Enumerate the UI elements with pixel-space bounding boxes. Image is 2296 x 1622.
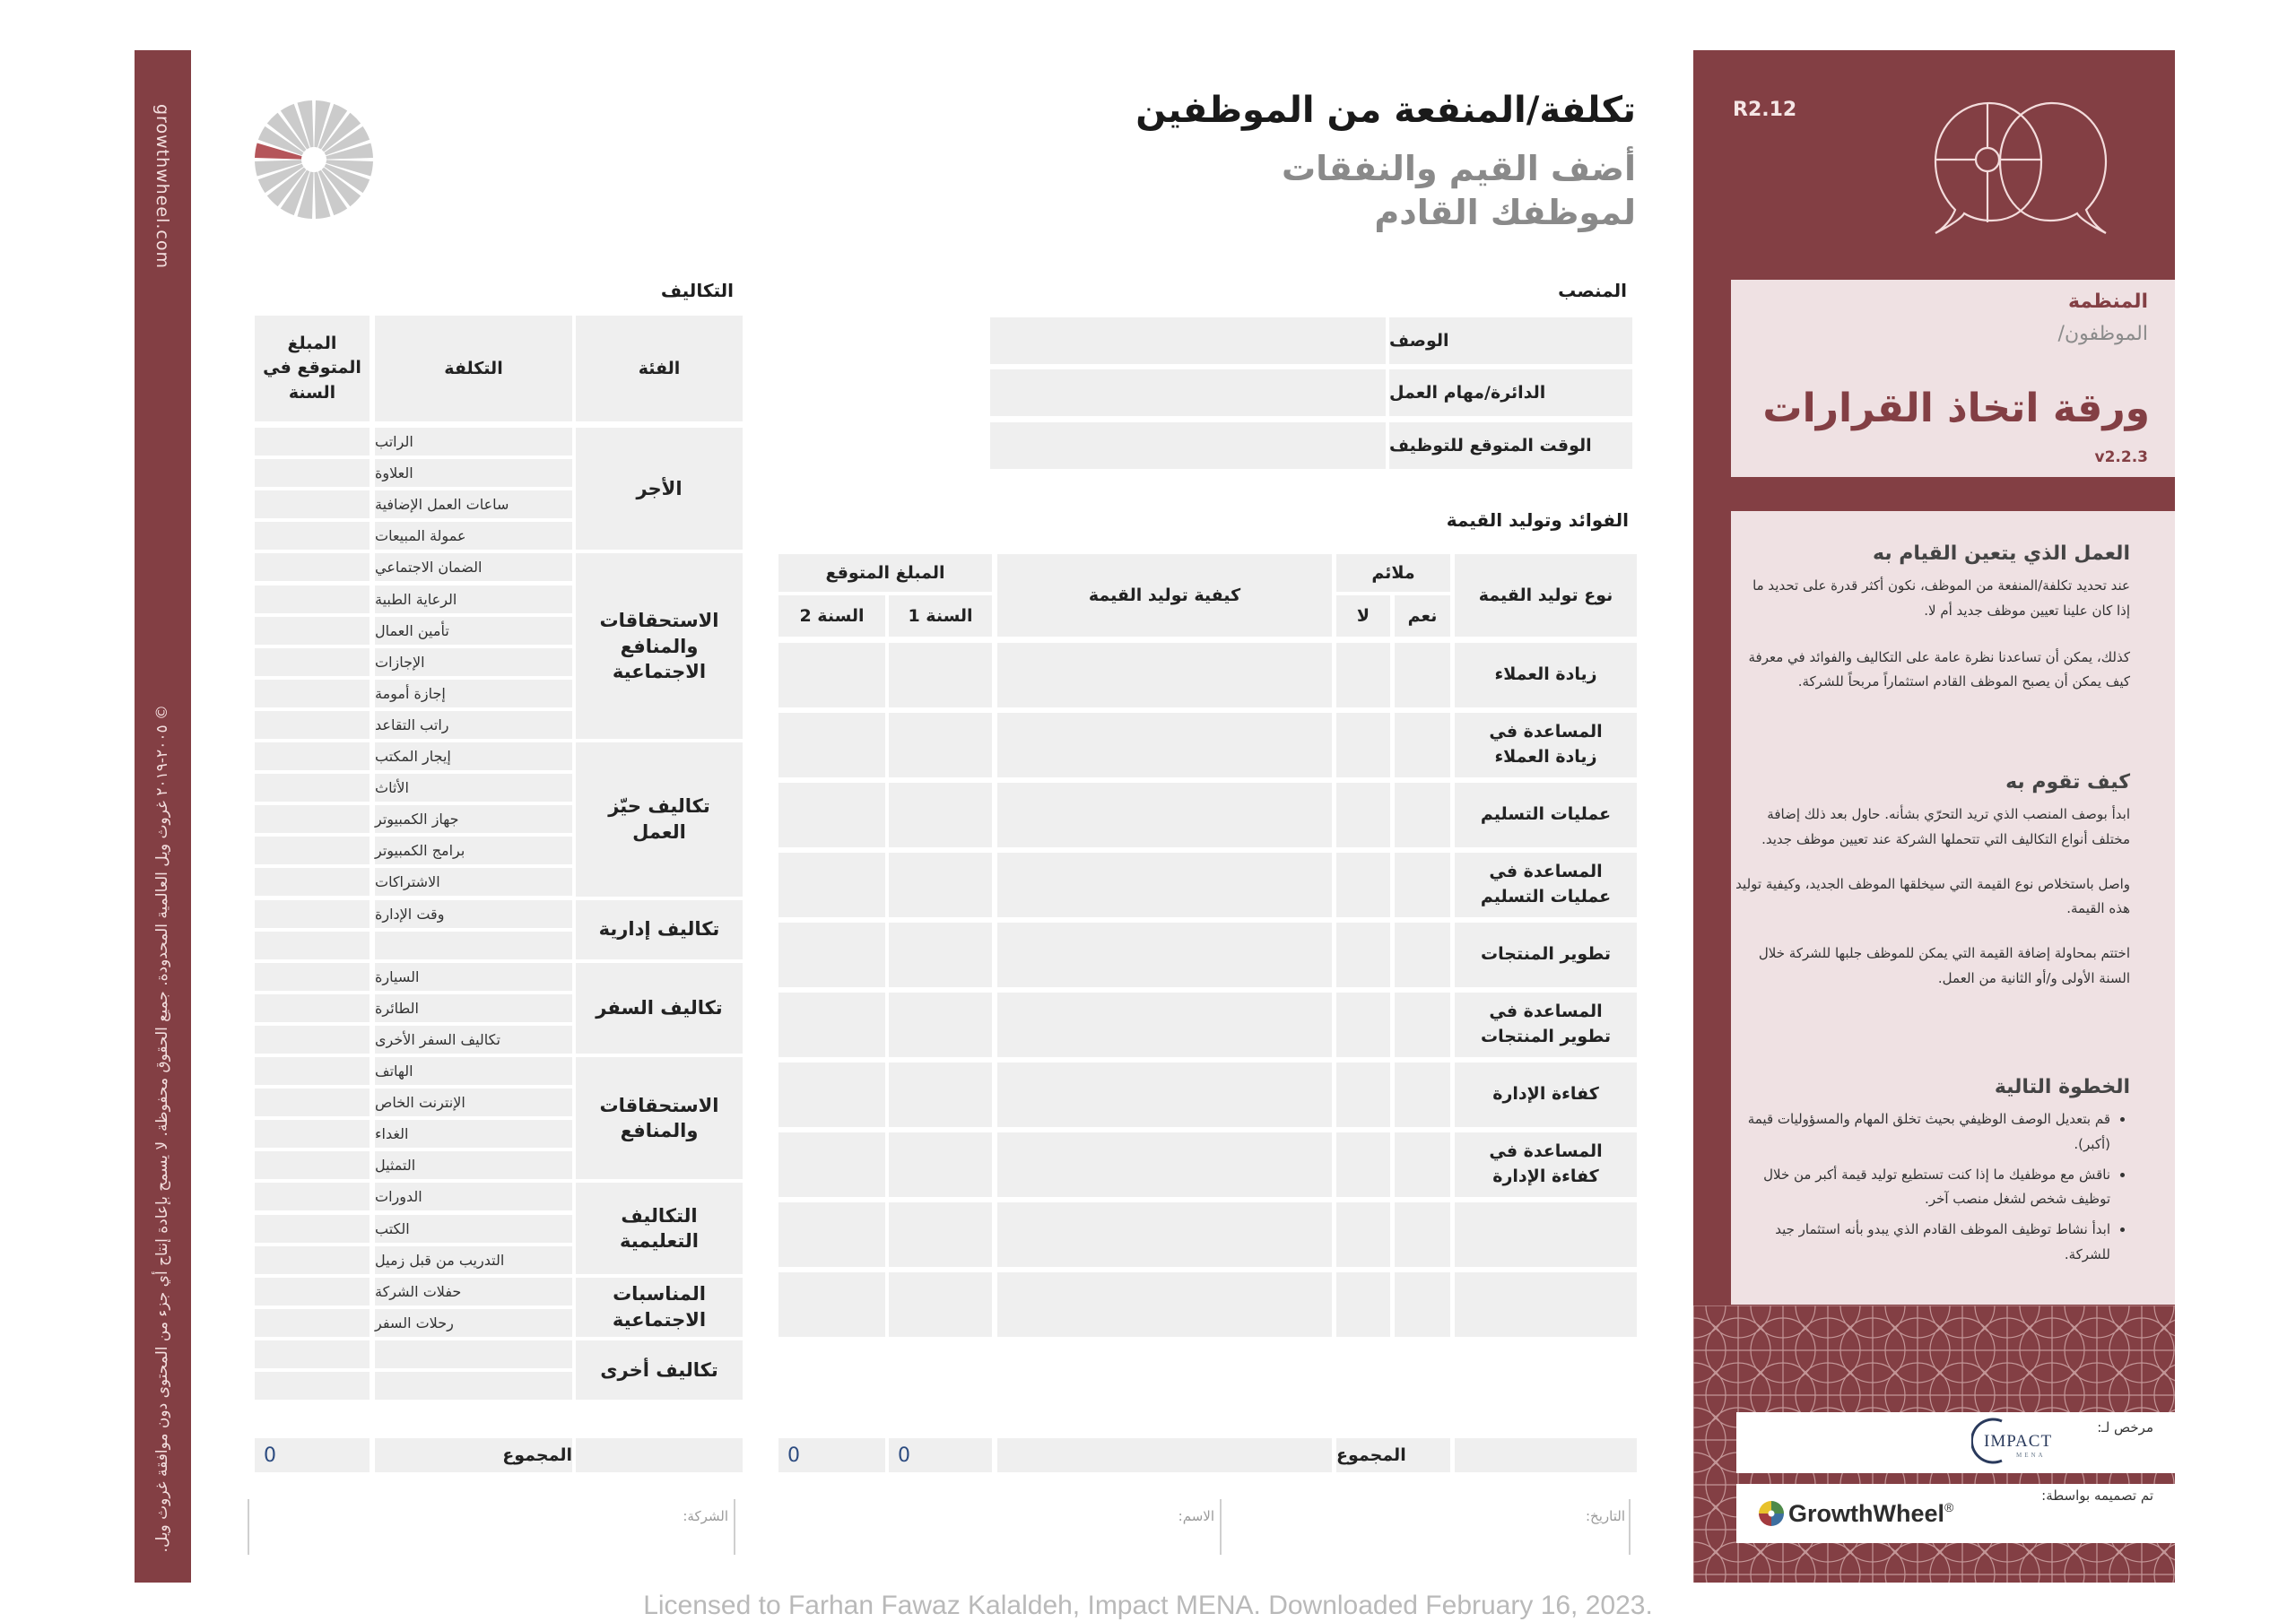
panel-category: المنظمة xyxy=(2067,291,2148,313)
next-step-list xyxy=(1735,1107,2130,1268)
header-category: الفئة xyxy=(576,316,743,421)
cost-amount-input[interactable] xyxy=(255,1372,370,1400)
cost-item-label: الدورات xyxy=(375,1183,572,1210)
cost-amount-input[interactable] xyxy=(255,742,370,770)
costs-total-blank xyxy=(576,1438,743,1472)
license-footer: Licensed to Farhan Fawaz Kalaldeh, Impact MENA. Downloaded February 16, 2023. xyxy=(643,1591,1653,1620)
cost-amount-input[interactable] xyxy=(255,711,370,739)
suitable-yes-checkbox[interactable] xyxy=(1395,1063,1450,1127)
cost-item-label xyxy=(375,1340,572,1368)
suitable-yes-checkbox[interactable] xyxy=(1395,713,1450,777)
suitable-yes-checkbox[interactable] xyxy=(1395,993,1450,1057)
cost-category: تكاليف حيّز العمل xyxy=(576,742,743,897)
cost-item-label: الضمان الاجتماعي xyxy=(375,553,572,581)
suitable-yes-checkbox[interactable] xyxy=(1395,853,1450,917)
how-value-input[interactable] xyxy=(997,643,1332,707)
value-type-label xyxy=(1455,1272,1637,1337)
cost-item-label: ساعات العمل الإضافية xyxy=(375,490,572,518)
year-1-amount-input[interactable] xyxy=(889,923,992,987)
cost-amount-input[interactable] xyxy=(255,1215,370,1243)
header-year-2: السنة 2 xyxy=(778,595,885,637)
section-paragraph: ابدأ بوصف المنصب الذي تريد التحرّي بشأنه. حاول بعد ذلك إضافة مختلف أنواع التكاليف التي تتحملها الشركة عند تعيين موظف جديد. xyxy=(1761,806,2130,847)
cost-item-label: عمولة المبيعات xyxy=(375,522,572,550)
cost-amount-input[interactable] xyxy=(255,1026,370,1054)
name-label: الاسم: xyxy=(1178,1508,1214,1524)
cost-item-label: التدريب من قبل زميل xyxy=(375,1246,572,1274)
suitable-no-checkbox[interactable] xyxy=(1336,643,1390,707)
year-2-amount-input[interactable] xyxy=(778,643,885,707)
year-2-amount-input[interactable] xyxy=(778,1132,885,1197)
header-cost: التكلفة xyxy=(375,316,572,421)
year-1-amount-input[interactable] xyxy=(889,853,992,917)
suitable-yes-checkbox[interactable] xyxy=(1395,1132,1450,1197)
section-paragraph: اختتم بمحاولة إضافة القيمة التي يمكن للموظف جلبها للشركة خلال السنة الأولى و/أو الثانية من العمل. xyxy=(1758,945,2130,986)
growthwheel-logo xyxy=(1758,1498,1953,1529)
cost-category: التكاليف التعليمية xyxy=(576,1183,743,1273)
suitable-no-checkbox[interactable] xyxy=(1336,1132,1390,1197)
dialogue-bubbles-icon xyxy=(1918,100,2110,239)
panel-subcategory: /الموظفون xyxy=(2057,323,2148,345)
cost-item-label: برامج الكمبيوتر xyxy=(375,837,572,864)
impact-mena-logo xyxy=(1971,1418,2070,1464)
cost-item-label: الطائرة xyxy=(375,994,572,1022)
next-step-item: • قم بتعديل الوصف الوظيفي بحيث تخلق المهام والمسؤوليات قيمة (أكبر). xyxy=(1735,1107,2110,1158)
suitable-no-checkbox[interactable] xyxy=(1336,993,1390,1057)
cost-amount-input[interactable] xyxy=(255,585,370,613)
costs-total-label-text: المجموع xyxy=(502,1445,572,1465)
suitable-no-checkbox[interactable] xyxy=(1336,1202,1390,1267)
cost-amount-input[interactable] xyxy=(255,617,370,645)
cost-item-label: السيارة xyxy=(375,963,572,991)
cost-amount-input[interactable] xyxy=(255,900,370,928)
position-row-input[interactable] xyxy=(990,422,1386,469)
position-row-input[interactable] xyxy=(990,317,1386,364)
year-2-amount-input[interactable] xyxy=(778,1063,885,1127)
cost-amount-input[interactable] xyxy=(255,774,370,802)
cost-amount-input[interactable] xyxy=(255,1089,370,1116)
costs-section-title: التكاليف xyxy=(660,280,734,301)
date-label: التاريخ: xyxy=(1586,1508,1625,1524)
value-type-label: كفاءة الإدارة xyxy=(1455,1063,1637,1127)
cost-amount-input[interactable] xyxy=(255,648,370,676)
position-row-label: الوصف xyxy=(1389,317,1632,364)
next-step-heading: الخطوة التالية xyxy=(1994,1076,2130,1098)
benefits-total-how-blank xyxy=(997,1438,1332,1472)
section-paragraph: كذلك، يمكن أن تساعدنا نظرة عامة على التكاليف والفوائد في معرفة كيف يمكن أن يصبح الموظف القادم استثماراً مربحاً للشركة. xyxy=(1748,648,2130,690)
how-value-input[interactable] xyxy=(997,1202,1332,1267)
suitable-yes-checkbox[interactable] xyxy=(1395,783,1450,847)
suitable-yes-checkbox[interactable] xyxy=(1395,923,1450,987)
cost-amount-input[interactable] xyxy=(255,837,370,864)
growthwheel-logo-text: GrowthWheel xyxy=(1788,1499,1944,1527)
section-paragraph: عند تحديد تكلفة/المنفعة من الموظف، نكون أكثر قدرة على تحديد ما إذا كان علينا تعيين موظف جديد أم لا. xyxy=(1752,577,2130,619)
growthwheel-logo-icon xyxy=(1758,1500,1785,1527)
cost-amount-input[interactable] xyxy=(255,680,370,707)
cost-amount-input[interactable] xyxy=(255,1340,370,1368)
cost-amount-input[interactable] xyxy=(255,1309,370,1337)
cost-item-label: حفلات الشركة xyxy=(375,1278,572,1305)
year-2-amount-input[interactable] xyxy=(778,713,885,777)
how-value-input[interactable] xyxy=(997,783,1332,847)
licensed-label: مرخص لـ: xyxy=(2097,1419,2153,1436)
licensed-to-box xyxy=(1736,1412,2175,1473)
cost-item-label: الغداء xyxy=(375,1120,572,1148)
cost-amount-input[interactable] xyxy=(255,522,370,550)
company-field[interactable] xyxy=(249,1499,732,1555)
cost-item-label: الاشتراكات xyxy=(375,868,572,896)
cost-amount-input[interactable] xyxy=(255,868,370,896)
header-value-type: نوع توليد القيمة xyxy=(1455,554,1637,637)
cost-amount-input[interactable] xyxy=(255,1151,370,1179)
cost-amount-input[interactable] xyxy=(255,459,370,487)
year-2-amount-input[interactable] xyxy=(778,993,885,1057)
cost-amount-input[interactable] xyxy=(255,1120,370,1148)
value-type-label: زيادة العملاء xyxy=(1455,643,1637,707)
cost-amount-input[interactable] xyxy=(255,428,370,455)
suitable-no-checkbox[interactable] xyxy=(1336,853,1390,917)
how-value-input[interactable] xyxy=(997,1272,1332,1337)
section-heading: كيف تقوم به xyxy=(2005,771,2130,794)
cost-amount-input[interactable] xyxy=(255,1246,370,1274)
header-yes: نعم xyxy=(1395,595,1450,637)
company-field-left-divider xyxy=(248,1499,249,1555)
suitable-yes-checkbox[interactable] xyxy=(1395,1272,1450,1337)
cost-item-label: الراتب xyxy=(375,428,572,455)
year-2-amount-input[interactable] xyxy=(778,783,885,847)
year-1-amount-input[interactable] xyxy=(889,713,992,777)
benefits-total-year-1[interactable]: 0 xyxy=(889,1438,992,1472)
costs-total-value[interactable]: 0 xyxy=(255,1438,370,1472)
year-1-amount-input[interactable] xyxy=(889,1063,992,1127)
how-value-input[interactable] xyxy=(997,1132,1332,1197)
suitable-no-checkbox[interactable] xyxy=(1336,923,1390,987)
cost-item-label: تأمين العمال xyxy=(375,617,572,645)
designed-by-box xyxy=(1736,1484,2175,1543)
header-no: لا xyxy=(1336,595,1390,637)
impact-logo-subtext: MENA xyxy=(2016,1452,2046,1459)
cost-amount-input[interactable] xyxy=(255,994,370,1022)
position-section-title: المنصب xyxy=(1558,280,1627,301)
value-type-label: المساعدة في كفاءة الإدارة xyxy=(1455,1132,1637,1197)
left-brand-strip xyxy=(135,50,191,1583)
position-row-label: الدائرة/مهام العمل xyxy=(1389,369,1632,416)
next-step-item: • ناقش مع موظفيك ما إذا كنت تستطيع توليد قيمة أكبر من خلال توظيف شخص لشغل منصب آخر. xyxy=(1735,1163,2110,1213)
header-year-1: السنة 1 xyxy=(889,595,992,637)
year-1-amount-input[interactable] xyxy=(889,1202,992,1267)
suitable-no-checkbox[interactable] xyxy=(1336,783,1390,847)
copyright-notice: © ٢٠٠٥-٢٠١٩ غروث ويل العالمية المحدودة. جميع الحقوق محفوظة. لا يسمح بإعادة إنتاج أي جزء من المحتوى دون موافقة غروث ويل. xyxy=(153,705,171,1553)
section-work-to-be-done xyxy=(1735,542,2130,695)
cost-item-label: الأثاث xyxy=(375,774,572,802)
panel-version: v2.2.3 xyxy=(2094,448,2148,466)
position-row-input[interactable] xyxy=(990,369,1386,416)
date-field[interactable] xyxy=(1223,1499,1627,1555)
value-type-label: عمليات التسليم xyxy=(1455,783,1637,847)
costs-total-label xyxy=(375,1438,572,1472)
suitable-yes-checkbox[interactable] xyxy=(1395,1202,1450,1267)
cost-category: الأجر xyxy=(576,428,743,550)
designed-label: تم تصميمه بواسطة: xyxy=(2041,1488,2153,1504)
value-type-label: المساعدة في تطوير المنتجات xyxy=(1455,993,1637,1057)
company-field-divider xyxy=(734,1499,735,1555)
cost-item-label: الإجازات xyxy=(375,648,572,676)
cost-item-label: التمثيل xyxy=(375,1151,572,1179)
impact-logo-text: IMPACT xyxy=(1984,1432,2053,1451)
benefits-total-label: المجموع xyxy=(1336,1438,1450,1472)
benefits-total-year-2[interactable]: 0 xyxy=(778,1438,885,1472)
cost-item-label: إجازة أمومة xyxy=(375,680,572,707)
benefits-total-blank xyxy=(1455,1438,1637,1472)
date-field-divider xyxy=(1629,1499,1631,1555)
cost-item-label: العلاوة xyxy=(375,459,572,487)
cost-item-label: إيجار المكتب xyxy=(375,742,572,770)
panel-title: ورقة اتخاذ القرارات xyxy=(1762,386,2150,431)
how-value-input[interactable] xyxy=(997,993,1332,1057)
suitable-yes-checkbox[interactable] xyxy=(1395,643,1450,707)
page-title: تكلفة/المنفعة من الموظفين xyxy=(1135,90,1636,131)
year-2-amount-input[interactable] xyxy=(778,1272,885,1337)
cost-item-label: وقت الإدارة xyxy=(375,900,572,928)
benefits-section-title: الفوائد وتوليد القيمة xyxy=(1446,509,1629,531)
cost-amount-input[interactable] xyxy=(255,1183,370,1210)
section-heading: العمل الذي يتعين القيام به xyxy=(1873,542,2130,565)
section-how-to-do-it xyxy=(1735,771,2130,992)
suitable-no-checkbox[interactable] xyxy=(1336,1272,1390,1337)
year-2-amount-input[interactable] xyxy=(778,853,885,917)
cost-category: المناسبات الاجتماعية xyxy=(576,1278,743,1337)
cost-category: تكاليف أخرى xyxy=(576,1340,743,1400)
year-1-amount-input[interactable] xyxy=(889,643,992,707)
cost-item-label: الرعاية الطبية xyxy=(375,585,572,613)
cost-item-label: الهاتف xyxy=(375,1057,572,1085)
cost-item-label: جهاز الكمبيوتر xyxy=(375,805,572,833)
year-1-amount-input[interactable] xyxy=(889,1132,992,1197)
registered-mark: ® xyxy=(1944,1500,1954,1514)
cost-item-label: الإنترنت الخاص xyxy=(375,1089,572,1116)
cost-category: تكاليف السفر xyxy=(576,963,743,1054)
section-paragraph: واصل باستخلاص نوع القيمة التي سيخلقها الموظف الجديد، وكيفية توليد هذه القيمة. xyxy=(1735,875,2130,917)
panel-title-box xyxy=(1731,280,2175,477)
cost-item-label: راتب التقاعد xyxy=(375,711,572,739)
company-label: الشركة: xyxy=(683,1508,728,1524)
panel-instructions xyxy=(1731,511,2175,1305)
cost-amount-input[interactable] xyxy=(255,490,370,518)
next-step-item: • ابدأ نشاط توظيف الموظف القادم الذي يبدو بأنه استثمار جيد للشركة. xyxy=(1735,1218,2110,1268)
year-1-amount-input[interactable] xyxy=(889,783,992,847)
header-expected-amount: المبلغ المتوقع xyxy=(778,554,992,592)
how-value-input[interactable] xyxy=(997,713,1332,777)
name-field[interactable] xyxy=(735,1499,1218,1555)
cost-amount-input[interactable] xyxy=(255,963,370,991)
value-type-label: تطوير المنتجات xyxy=(1455,923,1637,987)
cost-amount-input[interactable] xyxy=(255,553,370,581)
how-value-input[interactable] xyxy=(997,853,1332,917)
cost-item-label xyxy=(375,1372,572,1400)
cost-amount-input[interactable] xyxy=(255,932,370,959)
position-row-label: الوقت المتوقع للتوظيف xyxy=(1389,422,1632,469)
cost-amount-input[interactable] xyxy=(255,1057,370,1085)
year-2-amount-input[interactable] xyxy=(778,923,885,987)
website-url: growthwheel.com xyxy=(152,104,172,269)
year-1-amount-input[interactable] xyxy=(889,993,992,1057)
how-value-input[interactable] xyxy=(997,923,1332,987)
value-type-label xyxy=(1455,1202,1637,1267)
cost-item-label: الكتب xyxy=(375,1215,572,1243)
value-type-label: المساعدة في زيادة العملاء xyxy=(1455,713,1637,777)
header-how: كيفية توليد القيمة xyxy=(997,554,1332,637)
cost-amount-input[interactable] xyxy=(255,805,370,833)
cost-item-label: رحلات السفر xyxy=(375,1309,572,1337)
page-subtitle: أضف القيم والنفقات لموظفك القادم xyxy=(1282,149,1636,233)
growthwheel-progress-icon xyxy=(253,99,375,221)
section-next-step xyxy=(1735,1076,2130,1268)
suitable-no-checkbox[interactable] xyxy=(1336,1063,1390,1127)
name-field-divider xyxy=(1220,1499,1222,1555)
cost-category: الاستحقاقات والمنافع الاجتماعية xyxy=(576,553,743,739)
tool-code: R2.12 xyxy=(1733,99,1797,121)
cost-category: الاستحقاقات والمنافع xyxy=(576,1057,743,1179)
year-1-amount-input[interactable] xyxy=(889,1272,992,1337)
cost-category: تكاليف إدارية xyxy=(576,900,743,959)
how-value-input[interactable] xyxy=(997,1063,1332,1127)
header-suitable: ملائم xyxy=(1336,554,1450,592)
cost-item-label: تكاليف السفر الأخرى xyxy=(375,1026,572,1054)
suitable-no-checkbox[interactable] xyxy=(1336,713,1390,777)
header-amount: المبلغ المتوقع في السنة xyxy=(255,316,370,421)
year-2-amount-input[interactable] xyxy=(778,1202,885,1267)
value-type-label: المساعدة في عمليات التسليم xyxy=(1455,853,1637,917)
cost-amount-input[interactable] xyxy=(255,1278,370,1305)
cost-item-label xyxy=(375,932,572,959)
